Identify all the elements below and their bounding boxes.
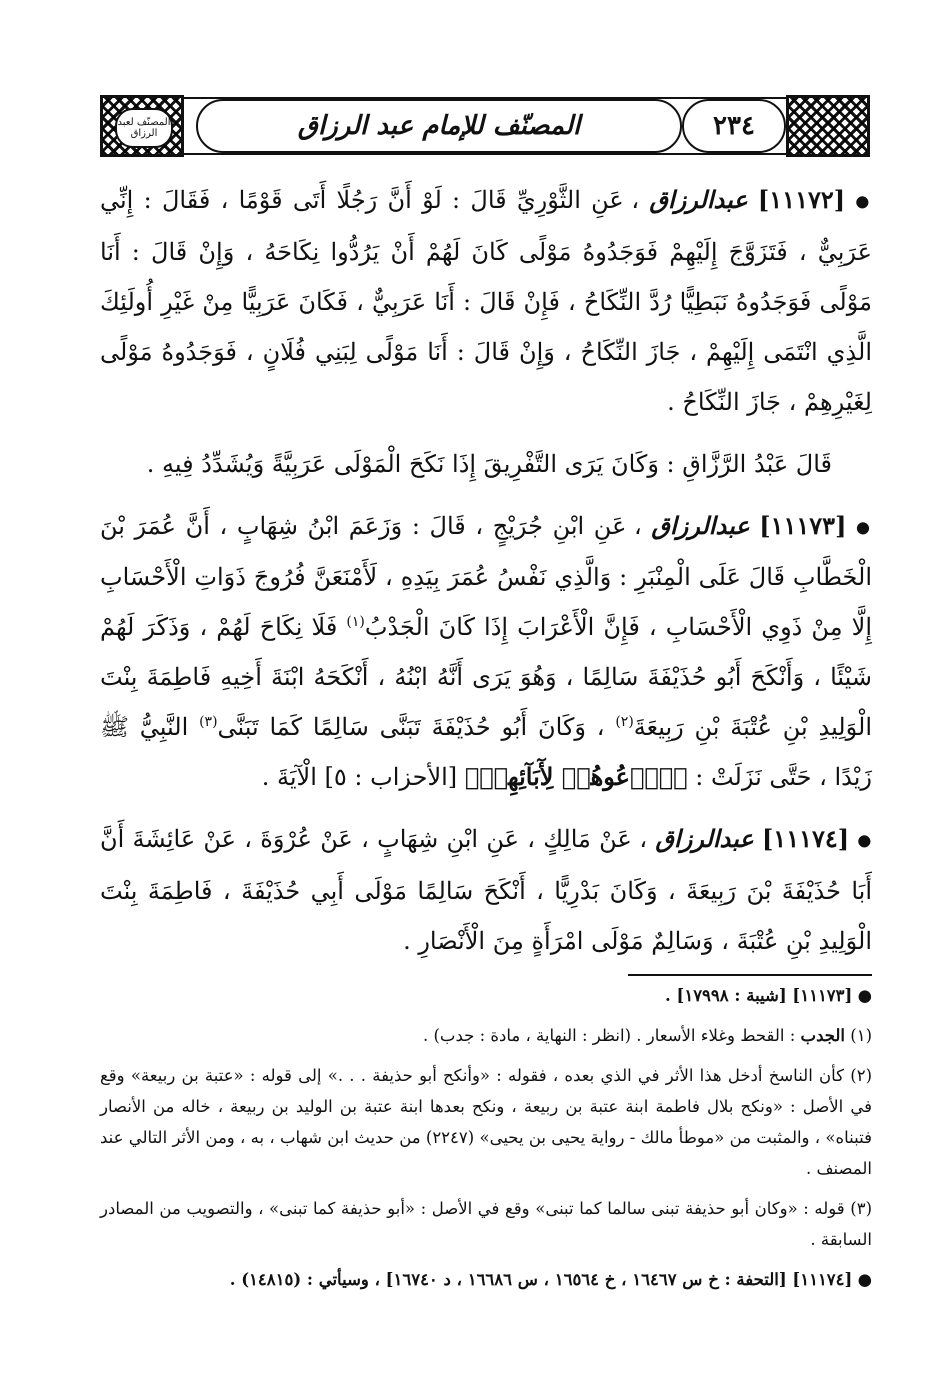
entry-text: النَّبِيُّ ﷺ زَيْدًا ، حَتَّى نَزَلَتْ :	[100, 713, 872, 791]
entry-11173	[100, 501, 872, 803]
emblem-label: المصنّف لعبد الرزاق	[115, 108, 173, 148]
header-bottom-line	[184, 153, 786, 155]
footnote-text: كأن الناسخ أدخل هذا الأثر في الذي بعده ، فقوله : «وأنكح أبو حذيفة . . .» إلى قوله : «عتبة بن ربيعة» وقع في الأصل : «ونكح بلال فاطمة ابنة عتبة بن ربيعة ، ونكح بعدها ابنة عتبة بن الوليد بن ربيعة ، خاله من الأنصار فتبناه» ، والمثبت من «موطأ مالك - رواية يحيى بن يحيى» (٢٢٤٧) من حديث ابن شهاب ، به ، ومن الأثر التالي عند المصنف .	[100, 1066, 872, 1178]
bullet-icon: ●	[857, 830, 872, 850]
bullet-icon: ●	[857, 986, 872, 1005]
entry-text: فَلَا نِكَاحَ لَهُمْ ، وَذَكَرَ لَهُمْ شَيْئًا ، وَأَنْكَحَ أَبُو حُذَيْفَةَ سَالِمًا ، وَهُوَ يَرَى أَنَّهُ ابْنُهُ ، أَنْكَحَهُ ابْنَةَ أَخِيهِ فَاطِمَةَ بِنْتَ الْوَلِيدِ بْنِ عُتْبَةَ بْنِ رَبِيعَةَ	[100, 613, 873, 741]
entry-11174	[100, 814, 872, 966]
verse-reference: [الأحزاب : ٥] الْآيَةَ .	[261, 763, 458, 791]
entry-text: ، عَنِ ابْنِ جُرَيْجٍ ، قَالَ : وَزَعَمَ ابْنُ شِهَابٍ ، أَنَّ عُمَرَ بْنَ الْخَطَّابِ قَالَ عَلَى الْمِنْبَرِ : وَالَّذِي نَفْسُ عُمَرَ بِيَدِهِ ، لَأَمْنَعَنَّ فُرُوجَ ذَوَاتِ الْأَحْسَابِ إِلَّا مِنْ ذَوِي الْأَحْسَابِ ، فَإِنَّ الْأَعْرَابَ إِذَا كَانَ الْجَدْبُ	[100, 511, 872, 641]
footnote-ref-3[interactable]: (٣)	[199, 714, 218, 730]
footnote-number: (١)	[850, 1026, 872, 1045]
footnote-separator	[628, 974, 872, 976]
footnote-source-11174	[100, 1264, 872, 1295]
footnotes	[100, 980, 872, 1304]
entry-number: [١١١٧٢]	[757, 185, 846, 214]
footnote-number: (٢)	[850, 1066, 872, 1085]
page-header	[100, 95, 870, 157]
footnote-text: [١١١٧٤] [التحفة : خ س ١٦٤٦٧ ، خ ١٦٥٦٤ ، س ١٦٦٨٦ ، د ١٦٧٤٠] ، وسيأتي : (١٤٨١٥) .	[229, 1270, 853, 1289]
bullet-icon: ●	[856, 517, 872, 536]
footnote-1	[100, 1020, 872, 1051]
footnote-term: الجدب	[800, 1026, 845, 1045]
entry-text: ، عَنْ مَالِكٍ ، عَنِ ابْنِ شِهَابٍ ، عَنْ عُرْوَةَ ، عَنْ عَائِشَةَ أَنَّ أَبَا حُذَيْفَةَ بْنَ رَبِيعَةَ ، وَكَانَ بَدْرِيًّا ، أَنْكَحَ سَالِمًا مَوْلَى أَبِي حُذَيْفَةَ ، فَاطِمَةَ بِنْتَ الْوَلِيدِ بْنِ عُتْبَةَ ، وَسَالِمٌ مَوْلَى امْرَأَةٍ مِنَ الْأَنْصَارِ .	[100, 825, 872, 955]
page-title: المصنّف للإمام عبد الرزاق	[196, 99, 682, 153]
entry-author: عبدالرزاق	[651, 510, 750, 540]
entry-text: ، وَكَانَ أَبُو حُذَيْفَةَ تَبَنَّى سَالِمًا كَمَا تَبَنَّى	[217, 713, 605, 741]
footnote-ref-1[interactable]: (١)	[346, 614, 365, 630]
entry-author: عبدالرزاق	[649, 185, 748, 214]
bullet-icon: ●	[855, 191, 872, 211]
footnote-number: (٣)	[850, 1199, 872, 1218]
footnote-text: : القحط وغلاء الأسعار . (انظر : النهاية ، مادة : جدب) .	[423, 1026, 796, 1045]
entry-number: [١١١٧٤]	[761, 824, 850, 853]
entry-text: ، عَنِ الثَّوْرِيِّ قَالَ : لَوْ أَنَّ رَجُلًا أَتَى قَوْمًا ، فَقَالَ : إِنِّي عَرَبِيٌّ ، فَتَزَوَّجَ إِلَيْهِمْ فَوَجَدُوهُ مَوْلًى كَانَ لَهُمْ أَنْ يَرُدُّوا نِكَاحَهُ ، وَإِنْ قَالَ : أَنَا مَوْلًى فَوَجَدُوهُ نَبَطِيًّا رُدَّ النِّكَاحُ ، فَإِنْ قَالَ : أَنَا عَرَبِيٌّ ، فَكَانَ عَرَبِيًّا مِنْ غَيْرِ أُولَئِكَ الَّذِي انْتَمَى إِلَيْهِمْ ، جَازَ النِّكَاحُ ، وَإِنْ قَالَ : أَنَا مَوْلًى لِبَنِي فُلَانٍ ، فَوَجَدُوهُ مَوْلًى لِغَيْرِهِمْ ، جَازَ النِّكَاحُ .	[100, 186, 872, 416]
footnote-2	[100, 1060, 872, 1184]
page-number: ٢٣٤	[682, 99, 786, 153]
footnote-ref-2[interactable]: (٢)	[615, 714, 634, 730]
ornament-right	[786, 95, 870, 157]
entry-number: [١١١٧٣]	[759, 510, 847, 540]
entry-11172	[100, 175, 872, 427]
footnote-3	[100, 1193, 872, 1255]
footnote-text: قوله : «وكان أبو حذيفة تبنى سالما كما تبنى» وقع في الأصل : «أبو حذيفة كما تبنى» ، والتصويب من المصادر السابقة .	[100, 1199, 872, 1249]
entry-author: عبدالرزاق	[655, 824, 754, 853]
quran-verse: ﴿ٱدۡعُوهُمۡ لِأٓبَآئِهِمۡ﴾	[464, 762, 688, 791]
bullet-icon: ●	[857, 1270, 872, 1289]
entry-11172-note: قَالَ عَبْدُ الرَّزَّاقِ : وَكَانَ يَرَى التَّفْرِيقَ إِذَا نَكَحَ الْمَوْلَى عَرَبِيَّةً وَيُشَدِّدُ فِيهِ .	[146, 449, 832, 478]
footnote-text: [١١١٧٣] [شيبة : ١٧٩٩٨] .	[665, 986, 853, 1005]
ornament-left	[100, 95, 184, 157]
footnote-source-11173	[100, 980, 872, 1011]
main-text	[100, 175, 872, 966]
